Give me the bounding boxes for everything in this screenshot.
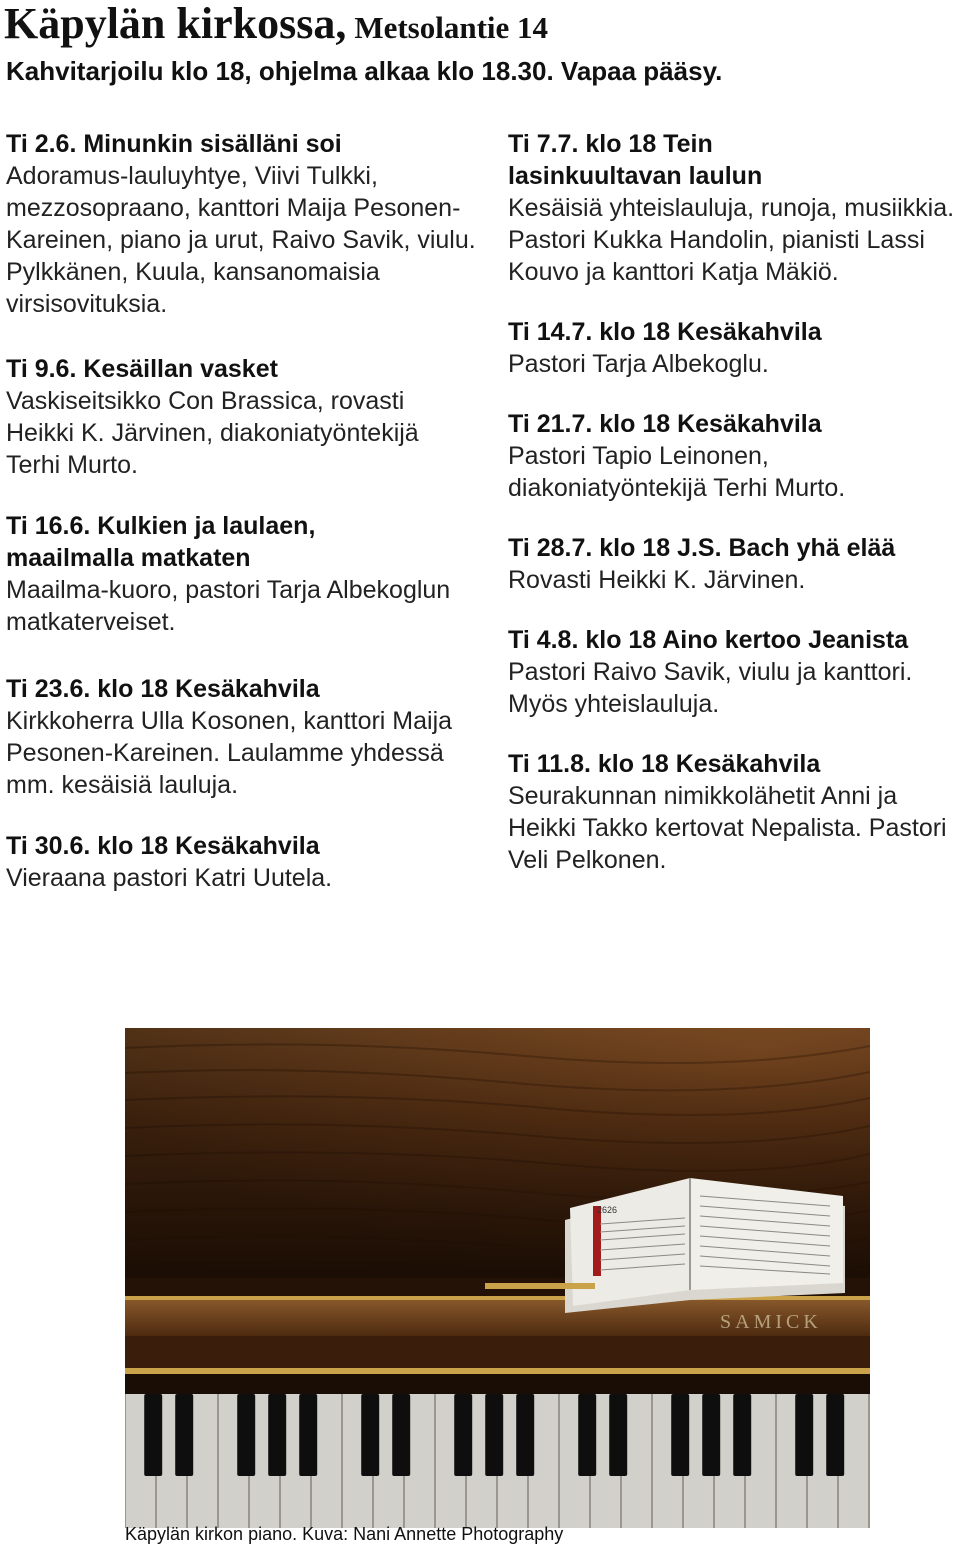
event-heading: Ti 28.7. klo 18 J.S. Bach yhä elää [508,534,896,562]
event-heading: Ti 7.7. klo 18 Tein lasinkuultavan laulun [508,130,763,190]
events-column-left [6,128,476,894]
event-heading: Ti 4.8. klo 18 Aino kertoo Jeanista [508,626,909,654]
event-description: Pastori Raivo Savik, viulu ja kanttori. Myös yhteislauluja. [508,658,913,718]
event-item [6,673,476,801]
event-description: Kirkkoherra Ulla Kosonen, kanttori Maija Pesonen-Kareinen. Laulamme yhdessä mm. kesäisiä lauluja. [6,707,453,799]
event-heading: Ti 23.6. klo 18 Kesäkahvila [6,675,320,703]
event-description: Seurakunnan nimikkolähetit Anni ja Heikki Takko kertovat Nepalista. Pastori Veli Pelkonen. [508,782,947,874]
event-heading: Ti 9.6. Kesäillan vasket [6,355,278,383]
event-item [508,748,958,876]
event-description: Maailma-kuoro, pastori Tarja Albekoglun matkaterveiset. [6,576,451,636]
event-heading: Ti 11.8. klo 18 Kesäkahvila [508,750,821,778]
event-description: Vaskiseitsikko Con Brassica, rovasti Heikki K. Järvinen, diakoniatyöntekijä Terhi Murto. [6,387,419,479]
events-column-right [508,128,958,876]
event-heading: Ti 14.7. klo 18 Kesäkahvila [508,318,822,346]
event-item [6,353,476,481]
event-item [508,624,958,720]
event-description: Pastori Tapio Leinonen, diakoniatyöntekijä Terhi Murto. [508,442,846,502]
event-heading: Ti 16.6. Kulkien ja laulaen, maailmalla matkaten [6,512,316,572]
page-title [4,0,548,49]
event-description: Adoramus-lauluyhtye, Viivi Tulkki, mezzosopraano, kanttori Maija Pesonen-Kareinen, piano ja urut, Raivo Savik, viulu. Pylkkänen, Kuula, kansanomaisia virsisovituksia. [6,162,476,318]
page-subtitle: Kahvitarjoilu klo 18, ohjelma alkaa klo 18.30. Vapaa pääsy. [6,56,723,86]
event-description: Vieraana pastori Katri Uutela. [6,864,333,892]
event-item [508,128,958,288]
event-item [6,510,476,638]
event-description: Rovasti Heikki K. Järvinen. [508,566,806,594]
title-address: Metsolantie 14 [354,10,549,45]
piano-photo [125,1028,870,1528]
event-item [6,128,476,320]
title-text: Käpylän kirkossa, [4,0,347,48]
hymn-number: 2626 [597,1205,618,1215]
event-description: Pastori Tarja Albekoglu. [508,350,769,378]
photo-caption: Käpylän kirkon piano. Kuva: Nani Annette Photography [125,1524,564,1544]
event-description: Kesäisiä yhteislauluja, runoja, musiikkia. Pastori Kukka Handolin, pianisti Lassi Kouvo ja kanttori Katja Mäkiö. [508,194,955,286]
event-item [508,316,958,380]
event-item [508,408,958,504]
event-heading: Ti 21.7. klo 18 Kesäkahvila [508,410,822,438]
event-heading: Ti 2.6. Minunkin sisälläni soi [6,130,342,158]
event-item [508,532,958,596]
event-heading: Ti 30.6. klo 18 Kesäkahvila [6,832,320,860]
piano-brand-label: SAMICK [720,1311,822,1333]
event-item [6,830,476,894]
